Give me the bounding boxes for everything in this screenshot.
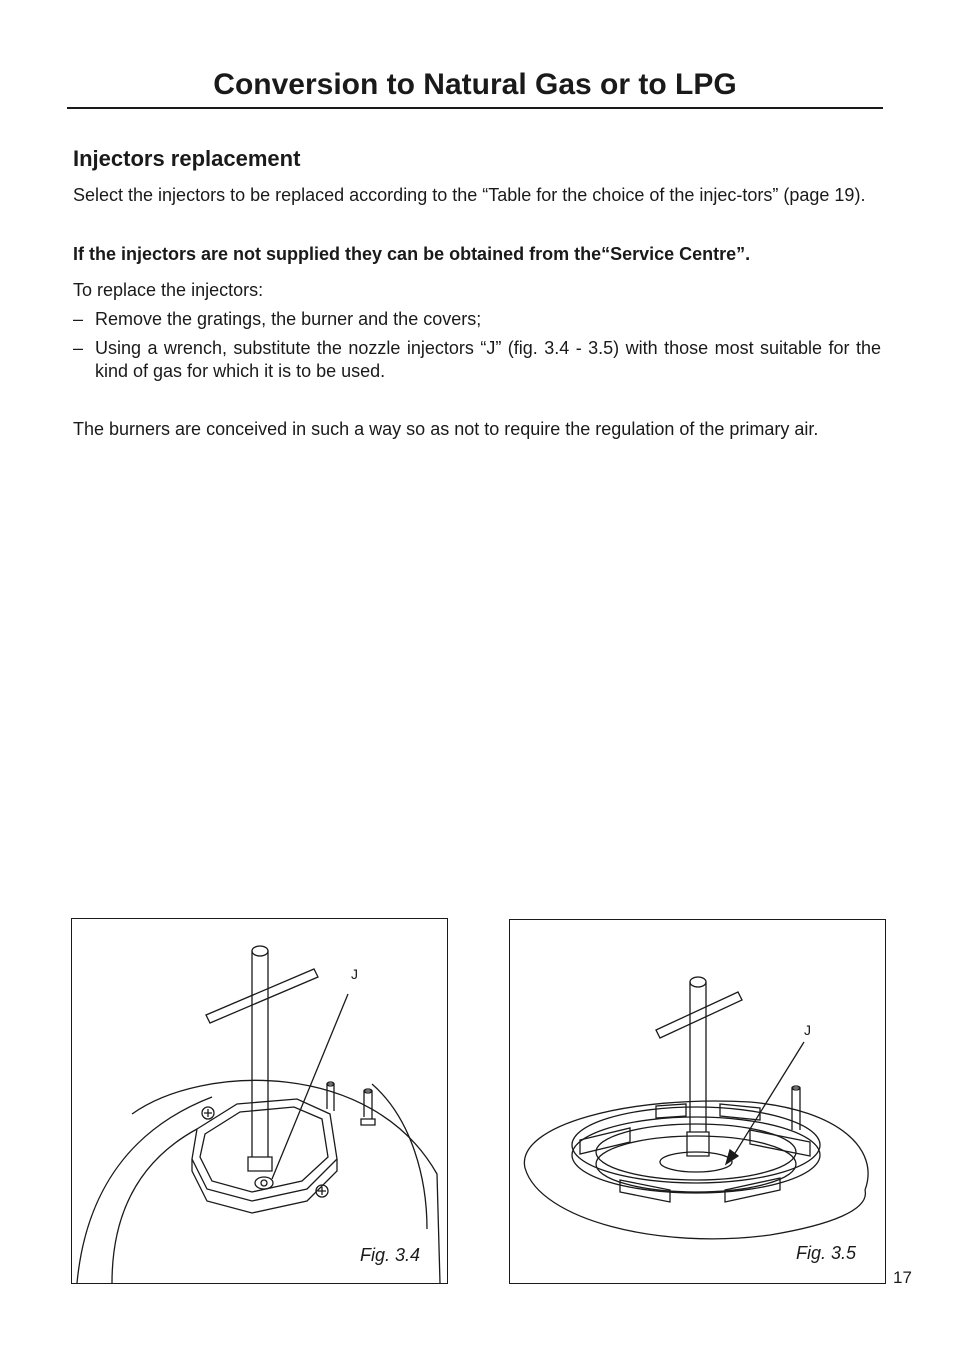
steps-intro: To replace the injectors: [73,280,264,300]
list-bullet: – [73,309,84,329]
section-heading: Injectors replacement [73,146,301,171]
injector-label: J [804,1022,811,1038]
figure-caption: Fig. 3.4 [360,1245,421,1265]
list-item-text: Using a wrench, substitute the nozzle injectors “J” (fig. 3.4 - 3.5) with those most suitable for the kind of gas for which it is to be used. [95,338,881,381]
burner-wrench-illustration [72,919,447,1283]
list-item [73,308,881,331]
figure-3-5 [509,919,886,1284]
list-bullet: – [73,338,84,358]
service-centre-note: If the injectors are not supplied they can be obtained from the“Service Centre”. [73,244,751,264]
title-divider [67,107,883,109]
injector-label: J [351,966,358,982]
figure-caption: Fig. 3.5 [796,1243,857,1263]
figure-3-4 [71,918,448,1284]
primary-air-paragraph: The burners are conceived in such a way so as not to require the regulation of the primary air. [73,419,819,439]
page-title: Conversion to Natural Gas or to LPG [213,68,737,101]
burner-wrench-illustration [510,920,885,1283]
intro-paragraph: Select the injectors to be replaced according to the “Table for the choice of the injec-tors” (page 19). [73,185,866,205]
list-item [73,337,881,383]
steps-list [73,308,881,389]
page-number: 17 [893,1268,912,1287]
list-item-text: Remove the gratings, the burner and the covers; [95,309,482,329]
